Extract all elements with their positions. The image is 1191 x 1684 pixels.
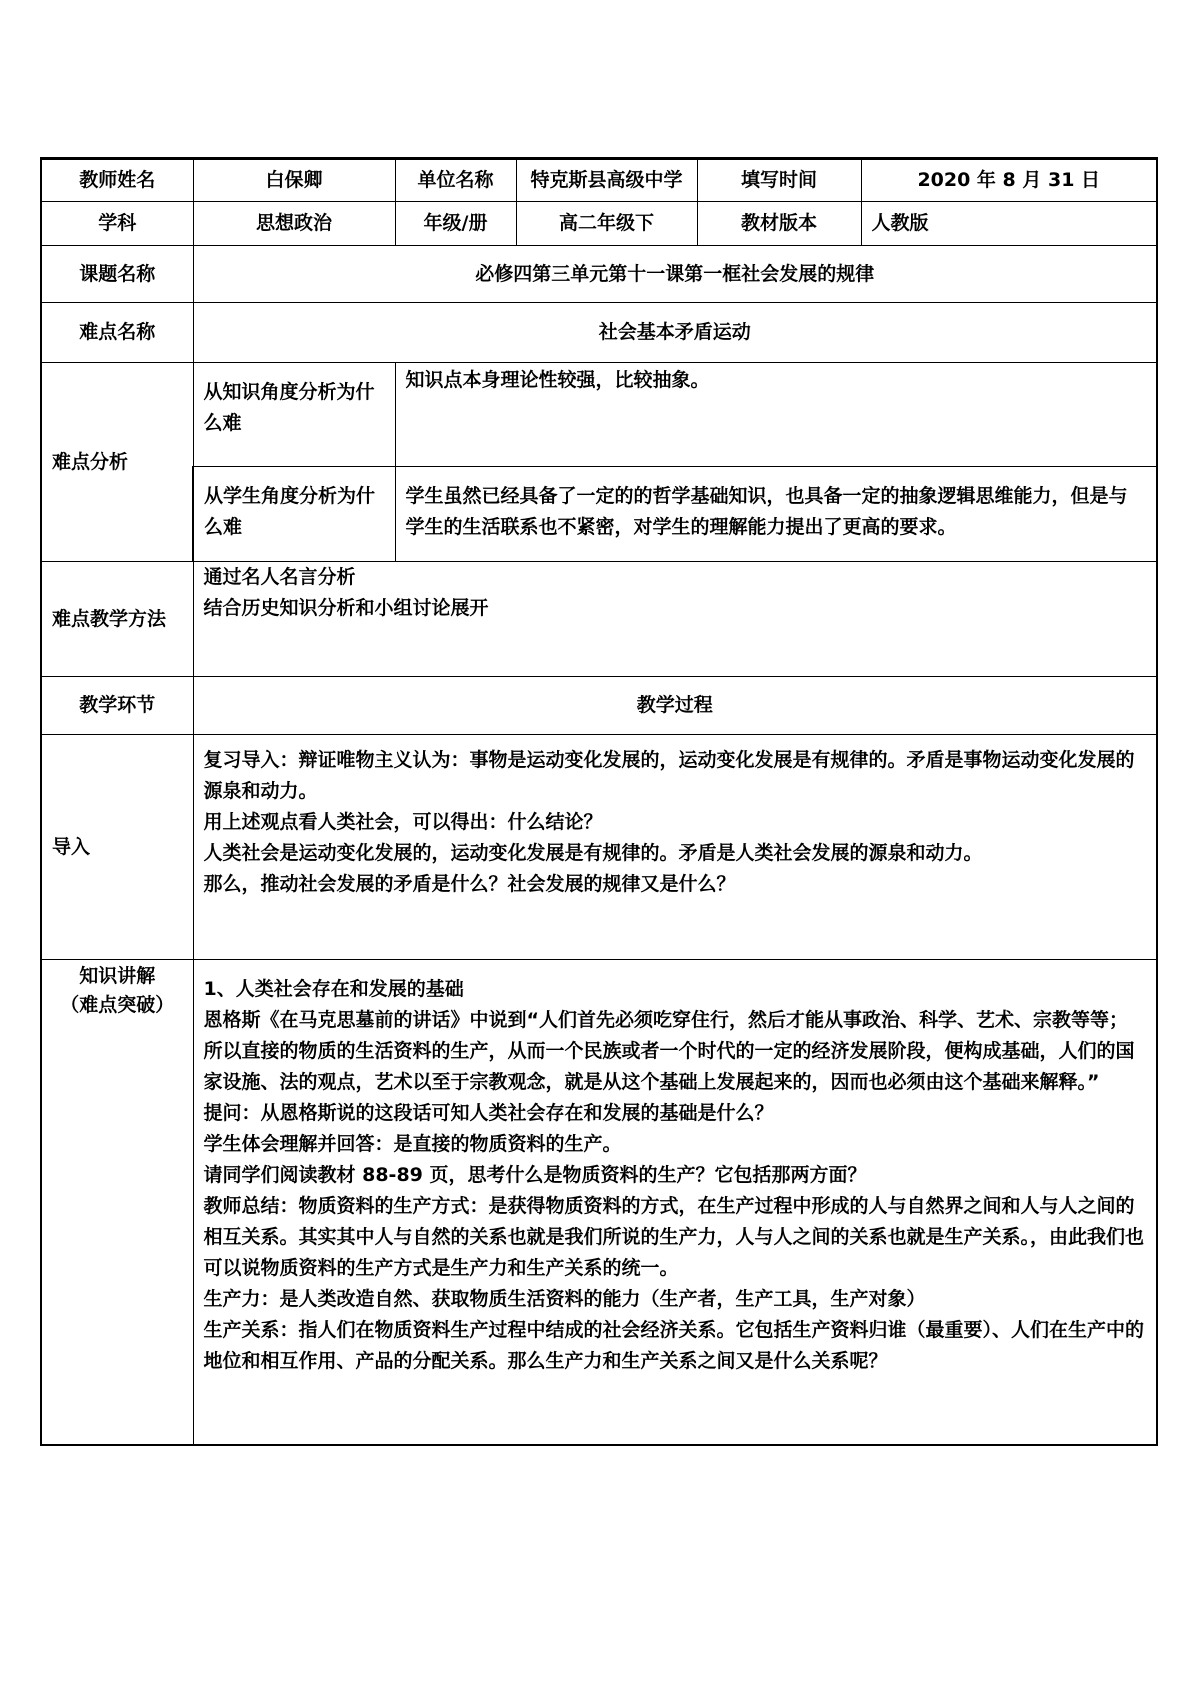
difficulty-value: 社会基本矛盾运动 bbox=[193, 303, 1157, 363]
header-row-1 bbox=[41, 159, 1157, 202]
intro-row bbox=[41, 735, 1157, 960]
intro-content bbox=[193, 735, 1157, 960]
topic-value: 必修四第三单元第十一课第一框社会发展的规律 bbox=[193, 246, 1157, 303]
edition-value: 人教版 bbox=[861, 202, 1157, 246]
grade-value: 高二年级下 bbox=[516, 202, 697, 246]
teacher-value: 白保卿 bbox=[193, 159, 395, 202]
lecture-label bbox=[41, 960, 193, 1445]
subject-value: 思想政治 bbox=[193, 202, 395, 246]
lecture-heading: 1、人类社会存在和发展的基础 bbox=[203, 978, 464, 1000]
teacher-label: 教师姓名 bbox=[41, 159, 193, 202]
knowledge-angle-label: 从知识角度分析为什么难 bbox=[193, 363, 395, 467]
topic-row bbox=[41, 246, 1157, 303]
method-line: 结合历史知识分析和小组讨论展开 bbox=[203, 597, 489, 619]
lecture-line: 生产力：是人类改造自然、获取物质生活资料的能力（生产者，生产工具，生产对象） bbox=[203, 1288, 926, 1310]
student-angle-label: 从学生角度分析为什么难 bbox=[193, 467, 395, 562]
analysis-row-knowledge bbox=[41, 363, 1157, 467]
lecture-line: 学生体会理解并回答：是直接的物质资料的生产。 bbox=[203, 1133, 622, 1155]
unit-label: 单位名称 bbox=[395, 159, 516, 202]
method-content bbox=[193, 562, 1157, 677]
lecture-line: 提问：从恩格斯说的这段话可知人类社会存在和发展的基础是什么？ bbox=[203, 1102, 774, 1124]
lesson-plan-table bbox=[40, 157, 1158, 1446]
analysis-label: 难点分析 bbox=[41, 363, 193, 562]
process-header-row bbox=[41, 677, 1157, 735]
lecture-line: 教师总结：物质资料的生产方式：是获得物质资料的方式，在生产过程中形成的人与自然界之间和人与人之间的相互关系。其实其中人与自然的关系也就是我们所说的生产力，人与人之间的关系也就是生产关系。，由此我们也可以说物质资料的生产方式是生产力和生产关系的统一。 bbox=[203, 1195, 1145, 1279]
method-label: 难点教学方法 bbox=[41, 562, 193, 677]
unit-value: 特克斯县高级中学 bbox=[516, 159, 697, 202]
lecture-line: 请同学们阅读教材 88-89 页，思考什么是物质资料的生产？它包括那两方面？ bbox=[203, 1164, 867, 1186]
lecture-content bbox=[193, 960, 1157, 1445]
grade-label: 年级/册 bbox=[395, 202, 516, 246]
intro-line: 那么，推动社会发展的矛盾是什么？社会发展的规律又是什么？ bbox=[203, 873, 736, 895]
intro-line: 人类社会是运动变化发展的，运动变化发展是有规律的。矛盾是人类社会发展的源泉和动力。 bbox=[203, 842, 983, 864]
header-row-2 bbox=[41, 202, 1157, 246]
method-line: 通过名人名言分析 bbox=[203, 566, 356, 588]
difficulty-label: 难点名称 bbox=[41, 303, 193, 363]
lecture-line: 恩格斯《在马克思墓前的讲话》中说到“人们首先必须吃穿住行，然后才能从事政治、科学、艺术、宗教等等；所以直接的物质的生活资料的生产，从而一个民族或者一个时代的一定的经济发展阶段，便构成基础，人们的国家设施、法的观点，艺术以至于宗教观念，就是从这个基础上发展起来的，因而也必须由这个基础来解释。” bbox=[203, 1009, 1135, 1093]
difficulty-row bbox=[41, 303, 1157, 363]
method-row bbox=[41, 562, 1157, 677]
knowledge-angle-value: 知识点本身理论性较强，比较抽象。 bbox=[395, 363, 1157, 467]
process-value: 教学过程 bbox=[193, 677, 1157, 735]
lecture-label-line-1: 知识讲解 bbox=[79, 965, 156, 987]
intro-label: 导入 bbox=[41, 735, 193, 960]
analysis-row-student bbox=[41, 467, 1157, 562]
topic-label: 课题名称 bbox=[41, 246, 193, 303]
lecture-label-line-2: （难点突破） bbox=[60, 994, 175, 1016]
date-label: 填写时间 bbox=[697, 159, 861, 202]
intro-line: 用上述观点看人类社会，可以得出：什么结论？ bbox=[203, 811, 603, 833]
lecture-line: 生产关系：指人们在物质资料生产过程中结成的社会经济关系。它包括生产资料归谁（最重要）、人们在生产中的地位和相互作用、产品的分配关系。那么生产力和生产关系之间又是什么关系呢？ bbox=[203, 1319, 1145, 1372]
subject-label: 学科 bbox=[41, 202, 193, 246]
intro-line: 复习导入：辩证唯物主义认为：事物是运动变化发展的，运动变化发展是有规律的。矛盾是事物运动变化发展的源泉和动力。 bbox=[203, 749, 1135, 802]
lecture-row bbox=[41, 960, 1157, 1445]
date-value: 2020 年 8 月 31 日 bbox=[861, 159, 1157, 202]
edition-label: 教材版本 bbox=[697, 202, 861, 246]
process-label: 教学环节 bbox=[41, 677, 193, 735]
student-angle-value: 学生虽然已经具备了一定的的哲学基础知识，也具备一定的抽象逻辑思维能力，但是与学生的生活联系也不紧密，对学生的理解能力提出了更高的要求。 bbox=[395, 467, 1157, 562]
